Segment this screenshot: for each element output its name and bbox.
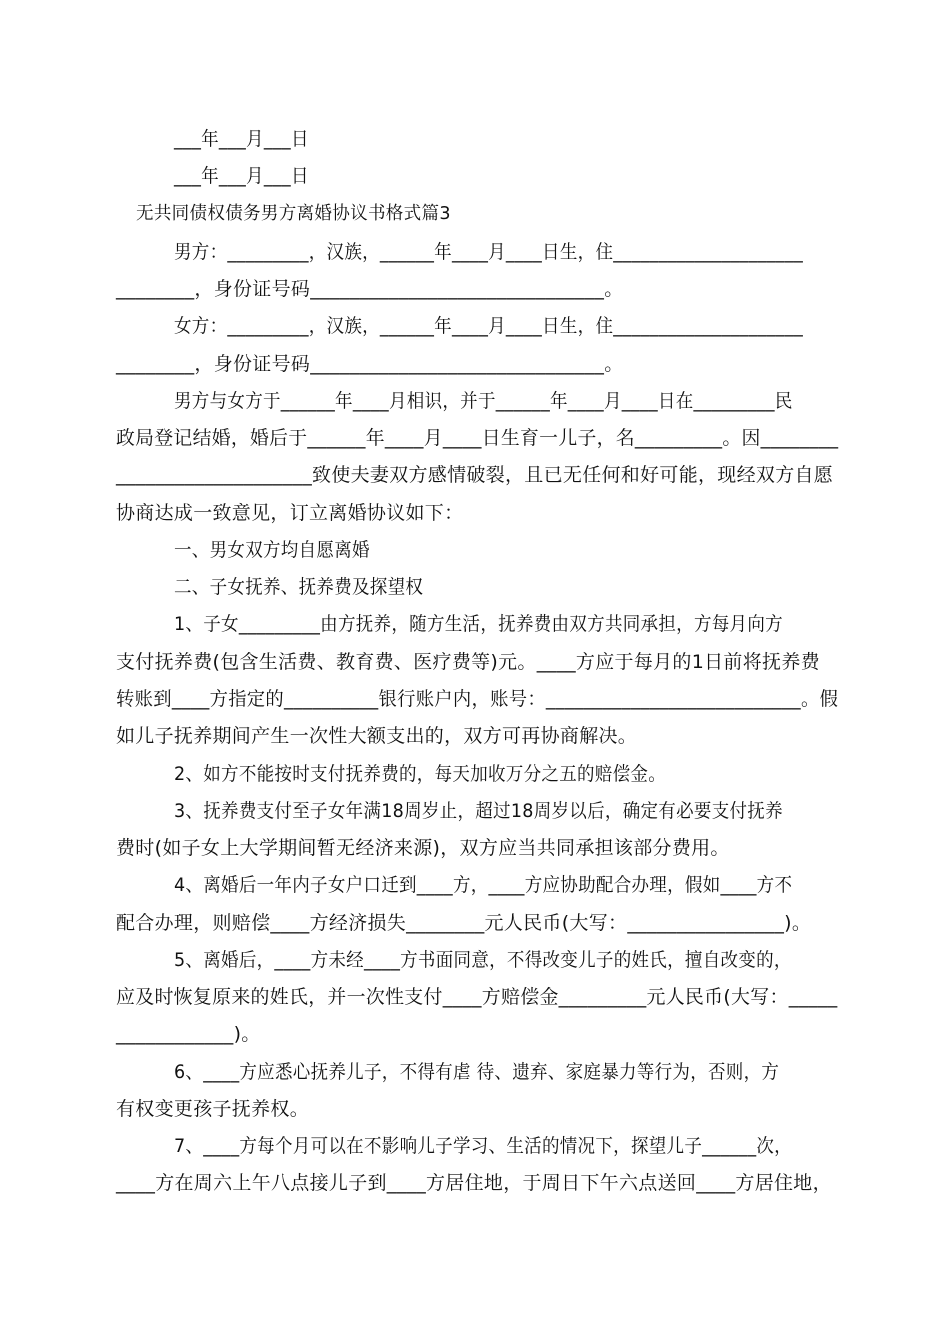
text-line: 应及时恢复原来的姓氏，并一次性支付____方赔偿金_________元人民币(大写：_____ [116,986,838,1008]
text-line: 男方与女方于______年____月相识，并于______年____月____日在_________民 [174,390,793,412]
date-line: ___年___月___日 [174,128,309,150]
text-line: 7、____方每个月可以在不影响儿子学习、生活的情况下，探望儿子______次， [174,1135,792,1157]
text-line: 4、离婚后一年内子女户口迁到____方，____方应协助配合办理，假如____方不 [174,874,793,896]
text-line: 5、离婚后，____方未经____方书面同意，不得改变儿子的姓氏，擅自改变的， [174,949,792,971]
text-line: 有权变更孩子抚养权。 [116,1098,310,1120]
text-line: 3、抚养费支付至子女年满18周岁止，超过18周岁以后，确定有必要支付抚养 [174,800,783,822]
text-line: ________，身份证号码______________________________。 [116,353,624,375]
text-line: 男方：_________，汉族，______年____月____日生，住_____________________ [174,241,804,263]
text-line: 1、子女_________由方抚养，随方生活，抚养费由双方共同承担，方每月向方 [174,613,783,635]
text-line: 6、____方应悉心抚养儿子，不得有虐 待、遗弃、家庭暴力等行为，否则，方 [174,1061,780,1083]
text-line: 支付抚养费(包含生活费、教育费、医疗费等)元。____方应于每月的1日前将抚养费 [116,651,820,673]
text-line: 2、如方不能按时支付抚养费的，每天加收万分之五的赔偿金。 [174,763,667,785]
text-line: ____方在周六上午八点接儿子到____方居住地，于周日下午六点送回____方居住地， [116,1172,832,1194]
text-line: ________，身份证号码______________________________。 [116,278,624,300]
text-line: 政局登记结婚，婚后于______年____月____日生育一儿子，名_________。因________ [116,427,839,449]
text-line: 一、男女双方均自愿离婚 [174,539,370,561]
date-line: ___年___月___日 [174,165,309,187]
text-line: ____________)。 [116,1023,261,1045]
text-line: 配合办理，则赔偿____方经济损失________元人民币(大写：________________)。 [116,912,812,934]
text-line: 二、子女抚养、抚养费及探望权 [174,576,424,598]
section-title: 无共同债权债务男方离婚协议书格式篇3 [136,203,451,224]
text-line: 协商达成一致意见，订立离婚协议如下： [116,502,464,524]
text-line: 女方：_________，汉族，______年____月____日生，住_____________________ [174,315,804,337]
text-line: 费时(如子女上大学期间暂无经济来源)，双方应当共同承担该部分费用。 [116,837,730,859]
text-line: 如儿子抚养期间产生一次性大额支出的，双方可再协商解决。 [116,725,638,747]
text-line: 转账到____方指定的__________银行账户内，账号：___________________________。假 [116,688,839,710]
text-line: ____________________致使夫妻双方感情破裂，且已无任何和好可能，现经双方自愿 [116,464,834,486]
